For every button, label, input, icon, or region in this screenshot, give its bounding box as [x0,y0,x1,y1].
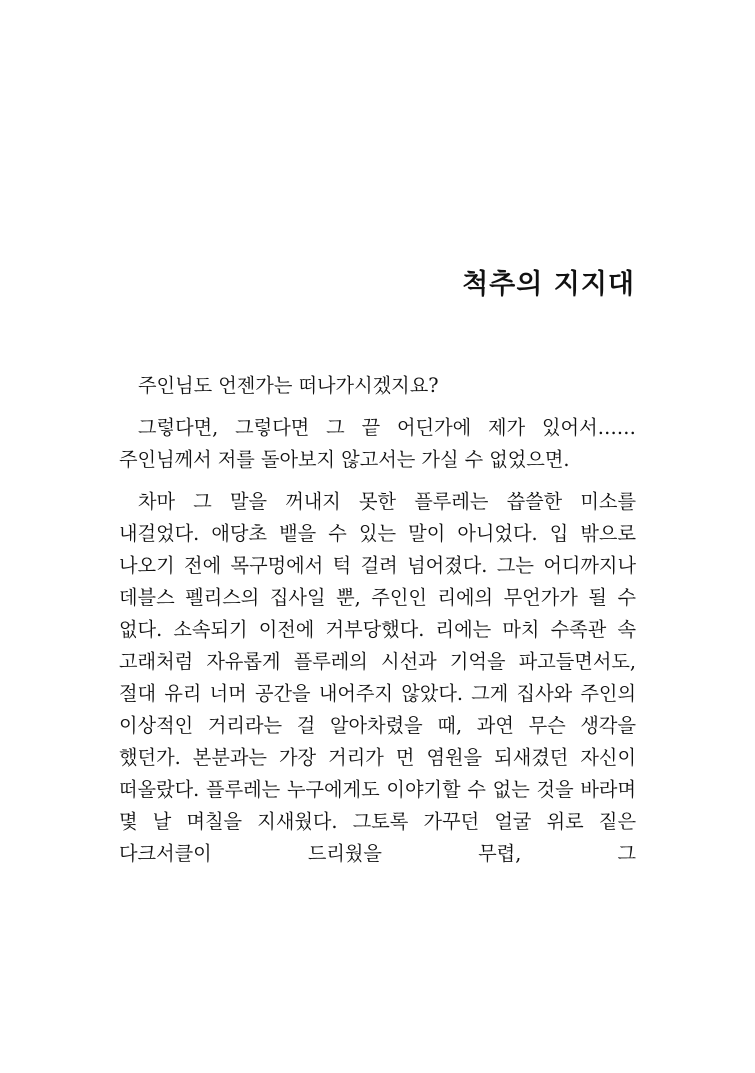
paragraph-2: 그렇다면, 그렇다면 그 끝 어딘가에 제가 있어서…… 주인님께서 저를 돌아보지 않고서는 가실 수 없었으면. [119,416,636,471]
body-text [119,370,636,880]
chapter-title: 척추의 지지대 [462,269,635,300]
paragraph-3: 차마 그 말을 꺼내지 못한 플루레는 씁쓸한 미소를 내걸었다. 애당초 뱉을 수 있는 말이 아니었다. 입 밖으로 나오기 전에 목구멍에서 턱 걸려 넘어졌다. 그는 어디까지나 데블스 펠리스의 집사일 뿐, 주인인 리에의 무언가가 될 수 없다. 소속되기 이전에 거부당했다. 리에는 마치 수족관 속 고래처럼 자유롭게 플루레의 시선과 기억을 파고들면서도, 절대 유리 너머 공간을 내어주지 않았다. 그게 집사와 주인의 이상적인 거리라는 걸 알아차렸을 때, 과연 무슨 생각을 했던가. 본분과는 가장 거리가 먼 염원을 되새겼던 자신이 떠올랐다. 플루레는 누구에게도 이야기할 수 없는 것을 바라며 몇 날 며칠을 지새웠다. 그토록 가꾸던 얼굴 위로 짙은 다크서클이 드리웠을 무렵, 그 [119,490,636,865]
paragraph-1: 주인님도 언젠가는 떠나가시겠지요? [138,374,439,397]
